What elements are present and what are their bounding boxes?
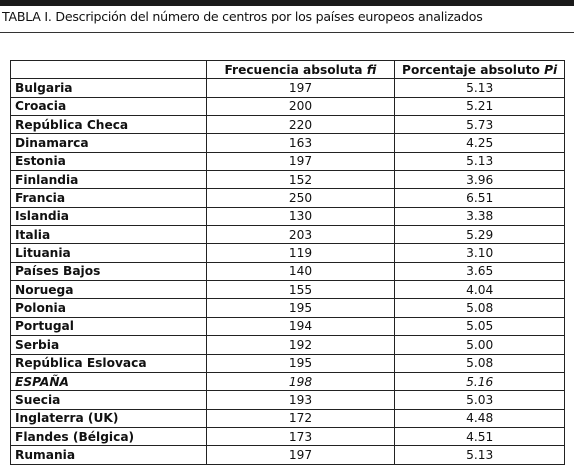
country-cell: Bulgaria (11, 79, 207, 97)
frequency-cell: 140 (206, 262, 395, 280)
frequency-cell: 193 (206, 391, 395, 409)
table-row (11, 244, 565, 262)
percentage-cell: 5.16 (395, 372, 565, 390)
country-cell: Portugal (11, 317, 207, 335)
percentage-cell: 3.10 (395, 244, 565, 262)
country-cell: Noruega (11, 281, 207, 299)
percentage-cell: 5.08 (395, 354, 565, 372)
table-row (11, 446, 565, 464)
table-row (11, 299, 565, 317)
percentage-cell: 5.03 (395, 391, 565, 409)
country-cell: Francia (11, 189, 207, 207)
table-row (11, 97, 565, 115)
frequency-cell: 200 (206, 97, 395, 115)
frequency-cell: 173 (206, 427, 395, 445)
country-cell: Inglaterra (UK) (11, 409, 207, 427)
table-row (11, 281, 565, 299)
header-percentage-symbol: Pi (544, 62, 558, 77)
percentage-cell: 4.51 (395, 427, 565, 445)
frequency-cell: 197 (206, 152, 395, 170)
table-row (11, 134, 565, 152)
country-cell: República Eslovaca (11, 354, 207, 372)
country-cell: Países Bajos (11, 262, 207, 280)
country-cell: Flandes (Bélgica) (11, 427, 207, 445)
percentage-cell: 5.08 (395, 299, 565, 317)
table-row (11, 372, 565, 390)
percentage-cell: 5.13 (395, 446, 565, 464)
percentage-cell: 3.38 (395, 207, 565, 225)
header-percentage-label: Porcentaje absoluto (402, 62, 540, 77)
table-row (11, 262, 565, 280)
table-caption (2, 9, 483, 24)
country-cell: Italia (11, 226, 207, 244)
table-row (11, 409, 565, 427)
percentage-cell: 5.00 (395, 336, 565, 354)
frequency-cell: 163 (206, 134, 395, 152)
percentage-cell: 5.05 (395, 317, 565, 335)
percentage-cell: 4.48 (395, 409, 565, 427)
country-cell: República Checa (11, 116, 207, 134)
table-row (11, 391, 565, 409)
percentage-cell: 5.29 (395, 226, 565, 244)
frequency-cell: 203 (206, 226, 395, 244)
frequency-cell: 119 (206, 244, 395, 262)
country-cell: Dinamarca (11, 134, 207, 152)
header-percentage (395, 61, 565, 79)
percentage-cell: 5.73 (395, 116, 565, 134)
frequency-cell: 152 (206, 171, 395, 189)
frequency-cell: 197 (206, 79, 395, 97)
centers-table (10, 60, 565, 465)
frequency-cell: 130 (206, 207, 395, 225)
header-frequency (206, 61, 395, 79)
country-cell: Lituania (11, 244, 207, 262)
header-frequency-symbol: fi (366, 62, 377, 77)
frequency-cell: 197 (206, 446, 395, 464)
table-row (11, 317, 565, 335)
table-row (11, 152, 565, 170)
frequency-cell: 198 (206, 372, 395, 390)
country-cell: Croacia (11, 97, 207, 115)
caption-rule (0, 32, 574, 33)
caption-text: Descripción del número de centros por los países europeos analizados (55, 9, 483, 24)
percentage-cell: 6.51 (395, 189, 565, 207)
table-row (11, 171, 565, 189)
country-cell: Polonia (11, 299, 207, 317)
frequency-cell: 155 (206, 281, 395, 299)
header-frequency-label: Frecuencia absoluta (224, 62, 363, 77)
table-row (11, 79, 565, 97)
frequency-cell: 195 (206, 299, 395, 317)
table-row (11, 116, 565, 134)
header-row (11, 61, 565, 79)
caption-label: TABLA I. (2, 9, 52, 24)
percentage-cell: 4.25 (395, 134, 565, 152)
table-row (11, 226, 565, 244)
country-cell: Islandia (11, 207, 207, 225)
table-body (11, 79, 565, 464)
frequency-cell: 250 (206, 189, 395, 207)
percentage-cell: 5.13 (395, 152, 565, 170)
top-rule (0, 0, 574, 6)
percentage-cell: 3.96 (395, 171, 565, 189)
percentage-cell: 3.65 (395, 262, 565, 280)
table-row (11, 336, 565, 354)
country-cell: ESPAÑA (11, 372, 207, 390)
country-cell: Serbia (11, 336, 207, 354)
country-cell: Rumania (11, 446, 207, 464)
country-cell: Finlandia (11, 171, 207, 189)
percentage-cell: 5.13 (395, 79, 565, 97)
table-row (11, 207, 565, 225)
table-row (11, 189, 565, 207)
frequency-cell: 192 (206, 336, 395, 354)
header-country (11, 61, 207, 79)
percentage-cell: 5.21 (395, 97, 565, 115)
frequency-cell: 195 (206, 354, 395, 372)
country-cell: Suecia (11, 391, 207, 409)
table-row (11, 427, 565, 445)
country-cell: Estonia (11, 152, 207, 170)
percentage-cell: 4.04 (395, 281, 565, 299)
table-row (11, 354, 565, 372)
frequency-cell: 172 (206, 409, 395, 427)
frequency-cell: 220 (206, 116, 395, 134)
frequency-cell: 194 (206, 317, 395, 335)
